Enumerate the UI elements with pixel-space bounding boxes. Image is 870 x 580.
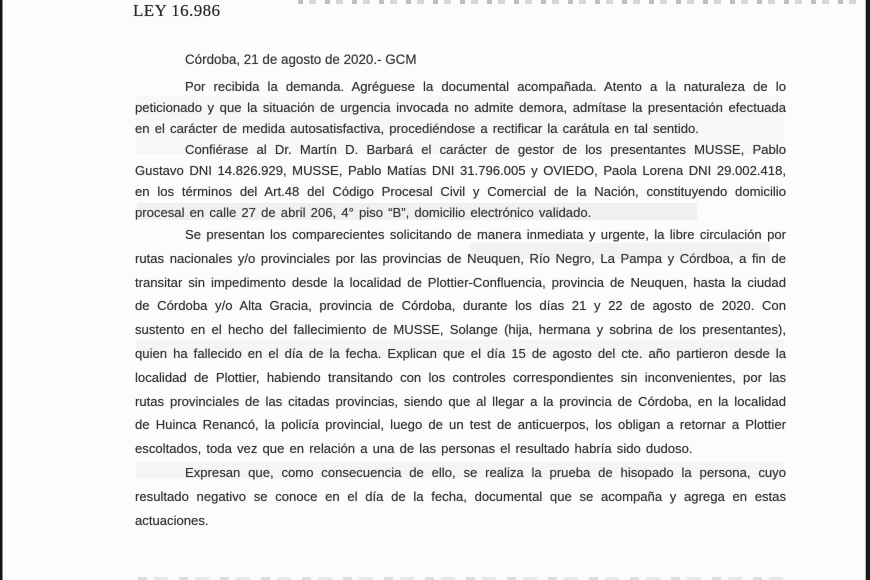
decree-body (135, 76, 786, 532)
scan-edge-right (865, 0, 870, 580)
law-reference-heading: LEY 16.986 (133, 1, 221, 20)
date-place-line: Córdoba, 21 de agosto de 2020.- GCM (185, 52, 417, 67)
paragraph-gestor-designation: Confiérase al Dr. Martín D. Barbará el carácter de gestor de los presentantes MUSSE, Pablo Gustavo DNI 14.826.929, MUSSE, Pablo Matías DNI 31.796.005 y OVIEDO, Paola Lorena DNI 29.002.418, en los términos del Art.48 del Código Procesal Civil y Comercial de la Nación, constituyendo domicilio procesal en calle 27 de abril 206, 4° piso “B”, domicilio electrónico validado. (135, 142, 786, 220)
paragraph-swab-test: Expresan que, como consecuencia de ello, se realiza la prueba de hisopado la persona, cuyo resultado negativo se conoce en el día de la fecha, documental que se acompaña y agrega en estas actuaciones. (135, 464, 786, 528)
paragraph-admission: Por recibida la demanda. Agréguese la documental acompañada. Atento a la naturaleza de lo peticionado y que la situación de urgencia invocada no admite demora, admítase la presentación efectuada en el carácter de medida autosatisfactiva, procediéndose a rectificar la carátula en tal sentido. (135, 79, 786, 136)
paragraph-petition-facts: Se presentan los comparecientes solicitando de manera inmediata y urgente, la libre circulación por rutas nacionales y/o provinciales por las provincias de Neuquen, Río Negro, La Pampa y Córdboa, a fin de transitar sin impedimento desde la localidad de Plottier-Confluencia, provincia de Neuquen, hasta la ciudad de Córdoba y/o Alta Gracia, provincia de Córdoba, durante los días 21 y 22 de agosto de 2020. Con sustento en el hecho del fallecimiento de MUSSE, Solange (hija, hermana y sobrina de los presentantes), quien ha fallecido en el día de la fecha. Explican que el día 15 de agosto del cte. año partieron desde la localidad de Plottier, habiendo transitando con los controles correspondientes sin inconvenientes, por las rutas provinciales de las citadas provincias, siendo que al llegar a la provincia de Córdoba, en la localidad de Huinca Renancó, la policía provincial, luego de un test de anticuerpos, los obligan a retornar a Plottier escoltados, toda vez que en relación a una de las personas el resultado habría sido dudoso. (135, 227, 786, 457)
scan-edge-left (0, 0, 3, 580)
cropped-text-line-top (298, 0, 864, 4)
